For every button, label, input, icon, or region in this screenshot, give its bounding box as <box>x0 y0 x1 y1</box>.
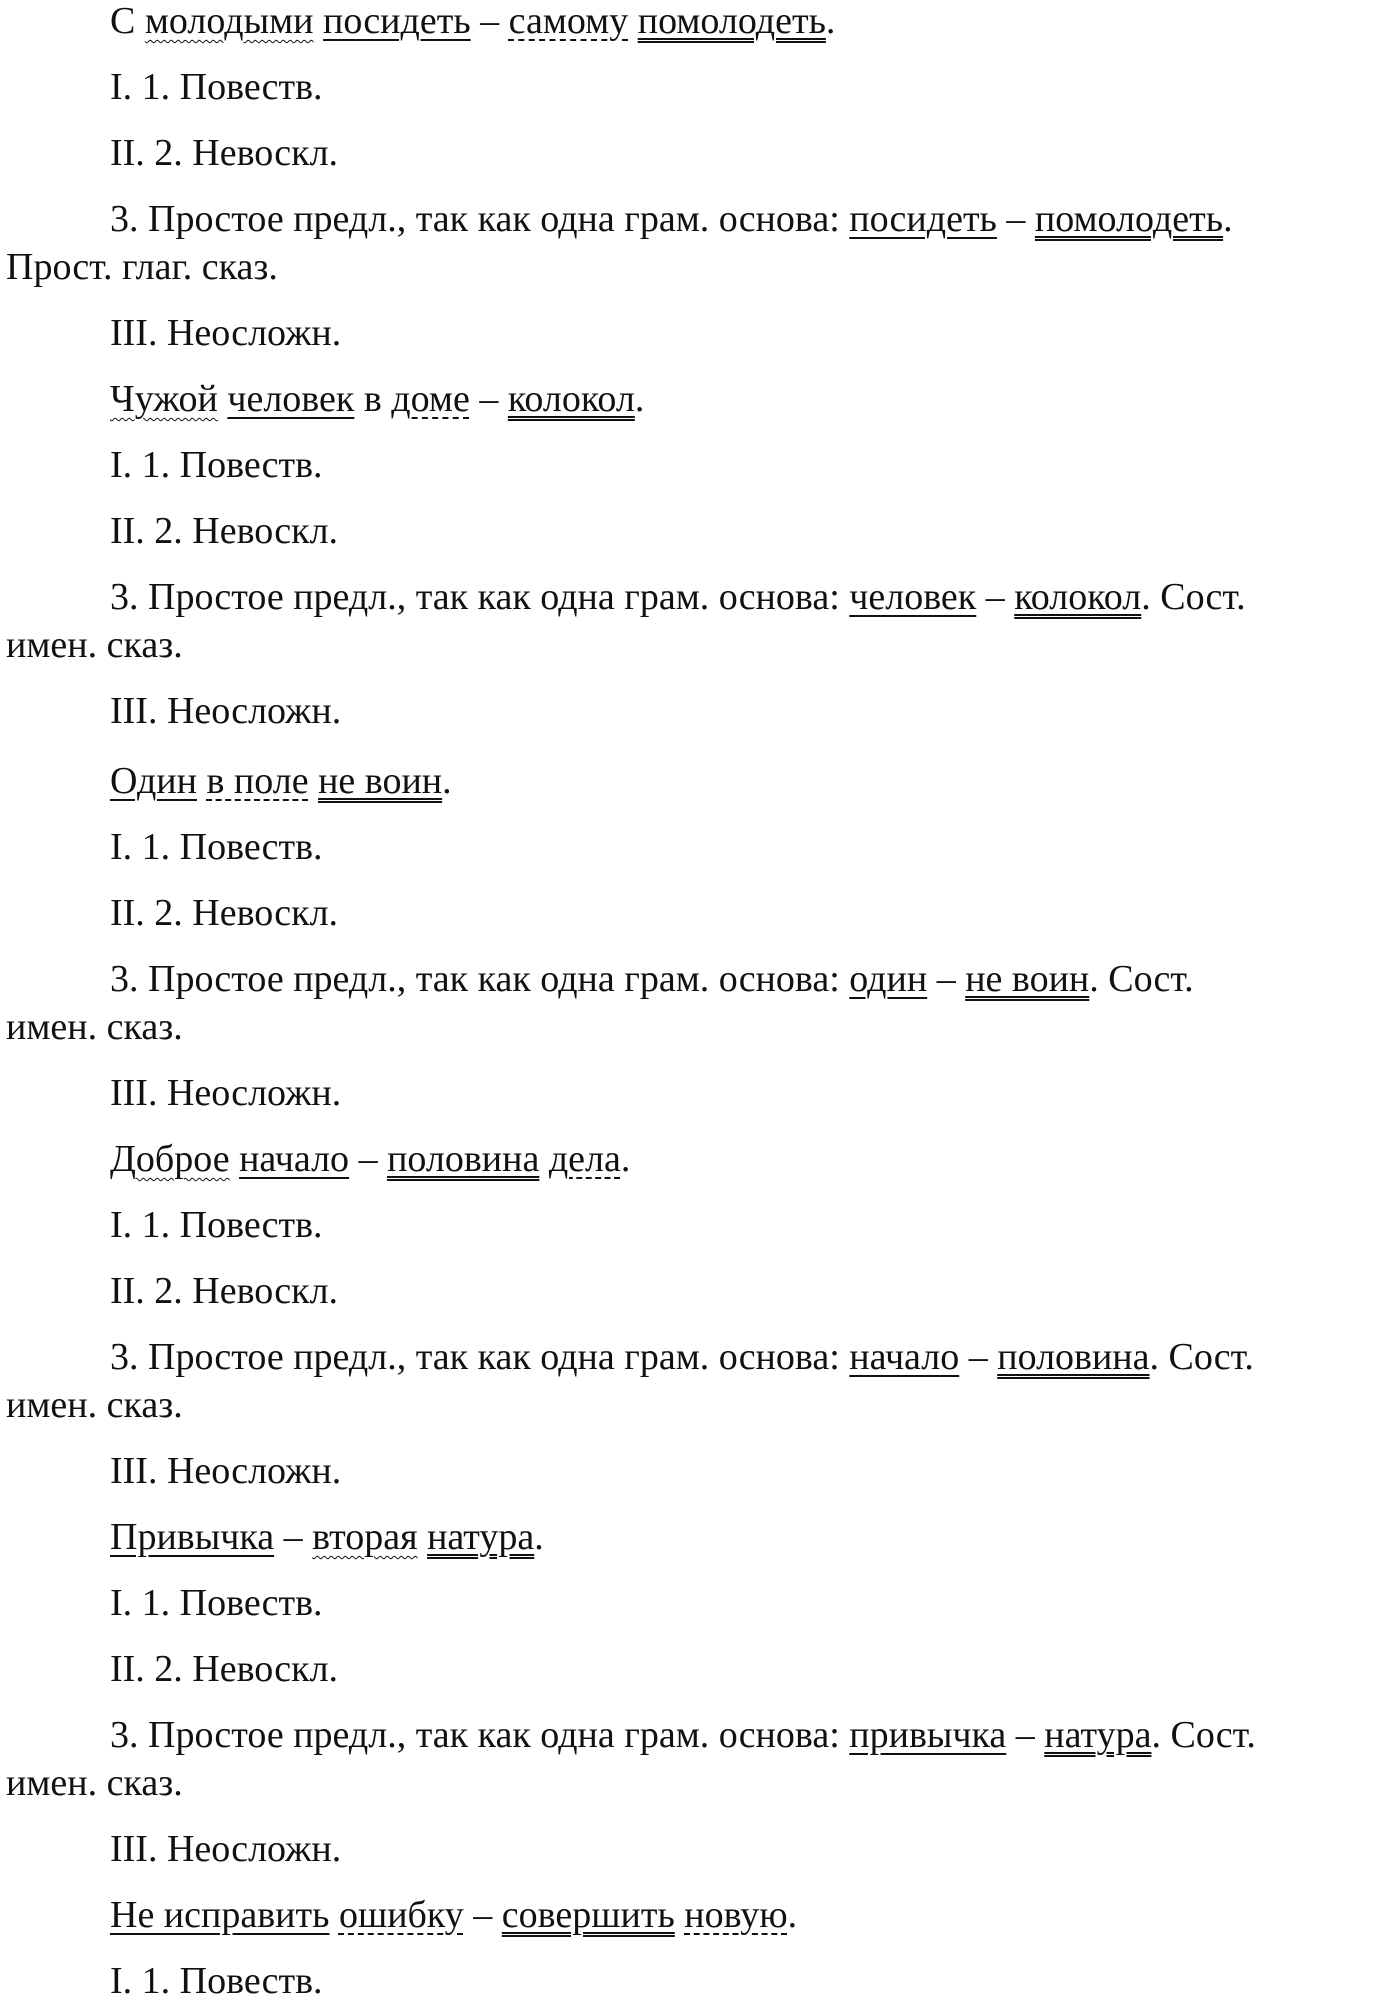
basis-text: 3. Простое предл., так как одна грам. основа: <box>110 1336 850 1378</box>
sentence-text <box>329 1894 339 1936</box>
sentence-text: в <box>354 378 392 420</box>
sentence-word: Не исправить <box>110 1894 330 1936</box>
basis-continuation: Прост. глаг. сказ. <box>6 246 278 288</box>
sentence-line <box>110 1518 544 1556</box>
basis-dash: – <box>927 958 966 1000</box>
sentence-word: Один <box>110 760 197 802</box>
sentence-text <box>628 0 638 42</box>
analysis-line-grammar-basis <box>6 958 1194 1048</box>
basis-predicate: натура <box>1044 1714 1152 1756</box>
sentence-line <box>110 380 644 418</box>
basis-end: . Сост. <box>1149 1336 1254 1378</box>
sentence-text: . <box>620 1138 631 1180</box>
basis-end: . <box>1223 198 1233 240</box>
sentence-word: дела <box>548 1138 621 1180</box>
basis-subject: привычка <box>849 1714 1007 1756</box>
sentence-text <box>218 378 228 420</box>
sentence-line <box>110 1896 797 1934</box>
analysis-line-complication: III. Неосложн. <box>110 690 342 732</box>
sentence-line <box>110 762 452 800</box>
basis-predicate: помолодеть <box>1034 198 1224 240</box>
sentence-word: молодыми <box>144 0 314 42</box>
sentence-word: не воин <box>318 760 443 802</box>
sentence-text: – <box>349 1138 388 1180</box>
analysis-line-intonation: II. 2. Невоскл. <box>110 1270 339 1312</box>
sentence-text: . <box>534 1516 544 1558</box>
sentence-word: помолодеть <box>637 0 826 42</box>
sentence-word: совершить <box>501 1894 675 1936</box>
basis-end: . Сост. <box>1141 576 1246 618</box>
sentence-word: колокол <box>507 378 635 420</box>
analysis-line-purpose: I. 1. Повеств. <box>110 826 323 868</box>
sentence-word: вторая <box>312 1516 418 1558</box>
sentence-line <box>110 2 835 40</box>
sentence-word: начало <box>239 1138 350 1180</box>
analysis-line-purpose: I. 1. Повеств. <box>110 1582 323 1624</box>
analysis-line-intonation: II. 2. Невоскл. <box>110 892 339 934</box>
analysis-line-complication: III. Неосложн. <box>110 1072 342 1114</box>
sentence-text: – <box>470 0 509 42</box>
sentence-text <box>230 1138 240 1180</box>
basis-subject: один <box>849 958 928 1000</box>
analysis-line-intonation: II. 2. Невоскл. <box>110 132 339 174</box>
basis-dash: – <box>1006 1714 1045 1756</box>
sentence-word: Чужой <box>110 378 218 420</box>
analysis-line-purpose: I. 1. Повеств. <box>110 1960 323 2002</box>
analysis-line-grammar-basis <box>6 1336 1254 1426</box>
basis-subject: человек <box>849 576 977 618</box>
basis-predicate: половина <box>997 1336 1150 1378</box>
basis-text: 3. Простое предл., так как одна грам. основа: <box>110 576 850 618</box>
sentence-word: посидеть <box>323 0 471 42</box>
analysis-line-intonation: II. 2. Невоскл. <box>110 1648 339 1690</box>
sentence-word: ошибку <box>338 1894 464 1936</box>
sentence-text: – <box>274 1516 313 1558</box>
sentence-text <box>309 760 319 802</box>
sentence-text <box>675 1894 685 1936</box>
basis-dash: – <box>976 576 1015 618</box>
sentence-text: . <box>787 1894 798 1936</box>
analysis-line-grammar-basis <box>6 1714 1256 1804</box>
analysis-line-grammar-basis <box>6 198 1233 288</box>
sentence-word: человек <box>227 378 355 420</box>
basis-text: 3. Простое предл., так как одна грам. основа: <box>110 1714 850 1756</box>
analysis-line-purpose: I. 1. Повеств. <box>110 1204 323 1246</box>
basis-continuation: имен. сказ. <box>6 1762 183 1804</box>
basis-continuation: имен. сказ. <box>6 624 183 666</box>
sentence-text <box>314 0 324 42</box>
basis-continuation: имен. сказ. <box>6 1006 183 1048</box>
sentence-word: Привычка <box>110 1516 275 1558</box>
basis-text: 3. Простое предл., так как одна грам. основа: <box>110 198 850 240</box>
basis-end: . Сост. <box>1151 1714 1256 1756</box>
sentence-word: в поле <box>206 760 309 802</box>
basis-subject: начало <box>849 1336 960 1378</box>
basis-end: . Сост. <box>1089 958 1194 1000</box>
sentence-word: натура <box>427 1516 535 1558</box>
analysis-line-purpose: I. 1. Повеств. <box>110 444 323 486</box>
sentence-text: . <box>825 0 836 42</box>
analysis-line-intonation: II. 2. Невоскл. <box>110 510 339 552</box>
sentence-text <box>539 1138 549 1180</box>
basis-predicate: не воин <box>965 958 1090 1000</box>
basis-subject: посидеть <box>849 198 997 240</box>
sentence-word: самому <box>508 0 629 42</box>
sentence-line <box>110 1140 630 1178</box>
sentence-word: Доброе <box>110 1138 230 1180</box>
sentence-text: – <box>463 1894 502 1936</box>
sentence-text: – <box>469 378 508 420</box>
sentence-text: С <box>110 0 145 42</box>
analysis-line-grammar-basis <box>6 576 1246 666</box>
sentence-word: половина <box>387 1138 540 1180</box>
basis-dash: – <box>996 198 1035 240</box>
basis-predicate: колокол <box>1014 576 1142 618</box>
analysis-line-purpose: I. 1. Повеств. <box>110 66 323 108</box>
sentence-text: . <box>634 378 645 420</box>
sentence-word: доме <box>391 378 470 420</box>
analysis-line-complication: III. Неосложн. <box>110 1828 342 1870</box>
analysis-line-complication: III. Неосложн. <box>110 312 342 354</box>
sentence-text: . <box>442 760 452 802</box>
basis-text: 3. Простое предл., так как одна грам. основа: <box>110 958 850 1000</box>
analysis-line-complication: III. Неосложн. <box>110 1450 342 1492</box>
basis-continuation: имен. сказ. <box>6 1384 183 1426</box>
sentence-word: новую <box>684 1894 788 1936</box>
sentence-text <box>418 1516 428 1558</box>
basis-dash: – <box>959 1336 998 1378</box>
